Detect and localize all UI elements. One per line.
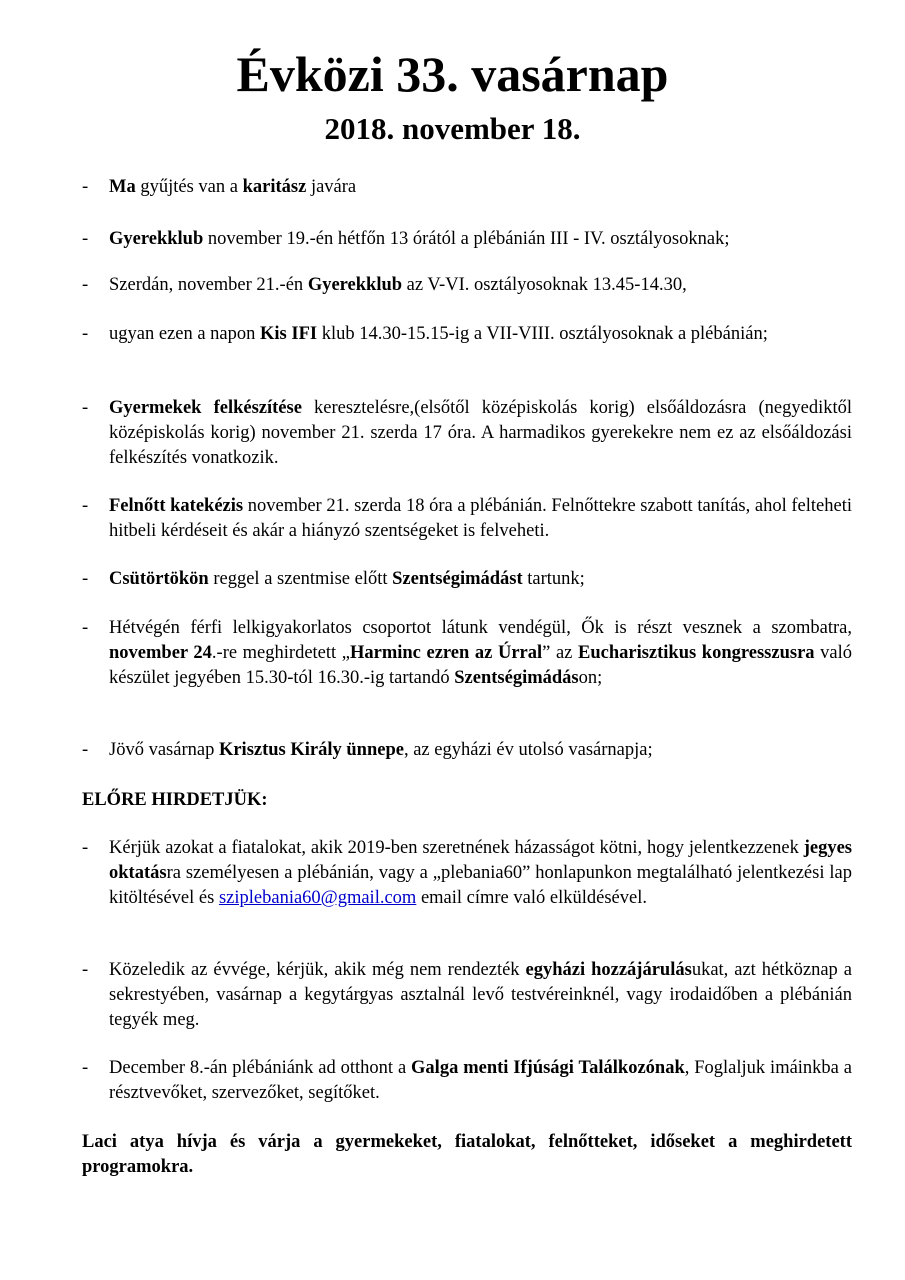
bullet-dash: - xyxy=(82,229,89,249)
list-item xyxy=(82,175,852,200)
bold-text: Felnőtt katekézis xyxy=(109,496,244,516)
section-heading: ELŐRE HIRDETJÜK: xyxy=(82,790,268,810)
bold-text: Galga menti Ifjúsági Találkozónak xyxy=(411,1058,685,1078)
text-run: keresztelésre,(elsőtől középiskolás korig) elsőáldozásra (negyediktől középiskolás korig) november 21. szerda 17 óra. A harmadikos gyerekekre nem ez az elsőáldozási felkészítés vonatkozik. xyxy=(109,398,852,468)
item-text xyxy=(109,227,852,252)
text-run: november 21. szerda 18 óra a plébánián. Felnőttekre szabott tanítás, ahol felteheti hitbeli kérdéseit és akár a hiányzó szentségeket is felveheti. xyxy=(109,496,852,541)
list-item xyxy=(82,836,852,911)
list-item xyxy=(82,738,852,763)
bold-text: november 24 xyxy=(109,643,212,663)
bold-text: Csütörtökön xyxy=(109,569,209,589)
text-run: való készület jegyében 15.30-tól 16.30.-ig tartandó xyxy=(109,643,852,688)
list-item xyxy=(82,273,852,298)
text-run: December 8.-án plébániánk ad otthont a xyxy=(109,1058,412,1078)
text-run: Hétvégén férfi lelkigyakorlatos csoportot látunk vendégül, Ők is részt vesznek a szombatra, xyxy=(109,618,852,638)
text-run: ra személyesen a plébánián, vagy a „plebania60” honlapunkon megtalálható jelentkezési lap kitöltésével és xyxy=(109,863,852,908)
list-item xyxy=(82,1056,852,1106)
bold-text: Gyermekek felkészítése xyxy=(109,398,302,418)
item-text xyxy=(109,567,852,592)
list-item xyxy=(82,396,852,471)
text-run: Közeledik az évvége, kérjük, akik még nem rendezték xyxy=(109,960,526,980)
closing-note: Laci atya hívja és várja a gyermekeket, fiatalokat, felnőtteket, időseket a meghirdetett programokra. xyxy=(82,1132,852,1177)
text-run: ” az xyxy=(542,643,578,663)
bullet-dash: - xyxy=(82,960,89,980)
item-text xyxy=(109,273,852,298)
bold-text: Kis IFI xyxy=(260,324,318,344)
item-text xyxy=(109,322,852,347)
list-item xyxy=(82,322,852,347)
bold-text: egyházi hozzájárulás xyxy=(525,960,692,980)
bullet-dash: - xyxy=(82,740,89,760)
bold-text: Szentségimádás xyxy=(454,668,579,688)
text-run: ukat, azt hétköznap a sekrestyében, vasárnap a kegytárgyas asztalnál levő testvéreinknél, vagy irodaidőben a plébánián tegyék meg. xyxy=(109,960,852,1030)
bullet-dash: - xyxy=(82,275,89,295)
text-run: ugyan ezen a napon xyxy=(109,324,261,344)
email-link[interactable]: sziplebania60@gmail.com xyxy=(218,888,417,908)
item-text xyxy=(109,958,852,1033)
text-run: november 19.-én hétfőn 13 órától a plébánián III - IV. osztályosoknak; xyxy=(203,229,730,249)
page-title: Évközi 33. vasárnap xyxy=(236,46,669,102)
list-item xyxy=(82,616,852,691)
text-run: .-re meghirdetett „ xyxy=(211,643,350,663)
bullet-dash: - xyxy=(82,1058,89,1078)
list-item xyxy=(82,958,852,1033)
item-text xyxy=(109,494,852,544)
bold-text: Gyerekklub xyxy=(307,275,403,295)
text-run: az V-VI. osztályosoknak 13.45-14.30, xyxy=(402,275,687,295)
text-run: klub 14.30-15.15-ig a VII-VIII. osztályosoknak a plébánián; xyxy=(317,324,768,344)
text-run: gyűjtés van a xyxy=(135,177,243,197)
bullet-dash: - xyxy=(82,496,89,516)
bullet-dash: - xyxy=(82,838,89,858)
list-item xyxy=(82,567,852,592)
item-text xyxy=(109,616,852,691)
bullet-dash: - xyxy=(82,618,89,638)
bold-text: Ma xyxy=(109,177,136,197)
text-run: , az egyházi év utolsó vasárnapja; xyxy=(403,740,653,760)
text-run: email címre való elküldésével. xyxy=(416,888,647,908)
bold-text: karitász xyxy=(242,177,307,197)
bold-text: Harminc ezren az Úrral xyxy=(349,643,543,663)
page-date: 2018. november 18. xyxy=(324,111,581,146)
bold-text: Szentségimádást xyxy=(392,569,523,589)
text-run: Kérjük azokat a fiatalokat, akik 2019-ben szeretnének házasságot kötni, hogy jelentkezzenek xyxy=(109,838,804,858)
text-run: tartunk; xyxy=(522,569,585,589)
item-text xyxy=(109,836,852,911)
text-run: Jövő vasárnap xyxy=(109,740,219,760)
text-run: on; xyxy=(578,668,603,688)
item-text xyxy=(109,175,852,200)
bullet-dash: - xyxy=(82,324,89,344)
bullet-dash: - xyxy=(82,398,89,418)
list-item xyxy=(82,227,852,252)
item-text xyxy=(109,396,852,471)
bold-text: Krisztus Király ünnepe xyxy=(218,740,404,760)
item-text xyxy=(109,1056,852,1106)
bold-text: Eucharisztikus kongresszusra xyxy=(577,643,815,663)
bullet-dash: - xyxy=(82,569,89,589)
bold-text: jegyes oktatás xyxy=(109,838,852,883)
text-run: , Foglaljuk imáinkba a résztvevőket, szervezőket, segítőket. xyxy=(109,1058,852,1103)
text-run: Szerdán, november 21.-én xyxy=(109,275,308,295)
text-run: reggel a szentmise előtt xyxy=(208,569,393,589)
bullet-dash: - xyxy=(82,177,89,197)
item-text xyxy=(109,738,852,763)
list-item xyxy=(82,494,852,544)
bold-text: Gyerekklub xyxy=(109,229,204,249)
text-run: javára xyxy=(306,177,357,197)
